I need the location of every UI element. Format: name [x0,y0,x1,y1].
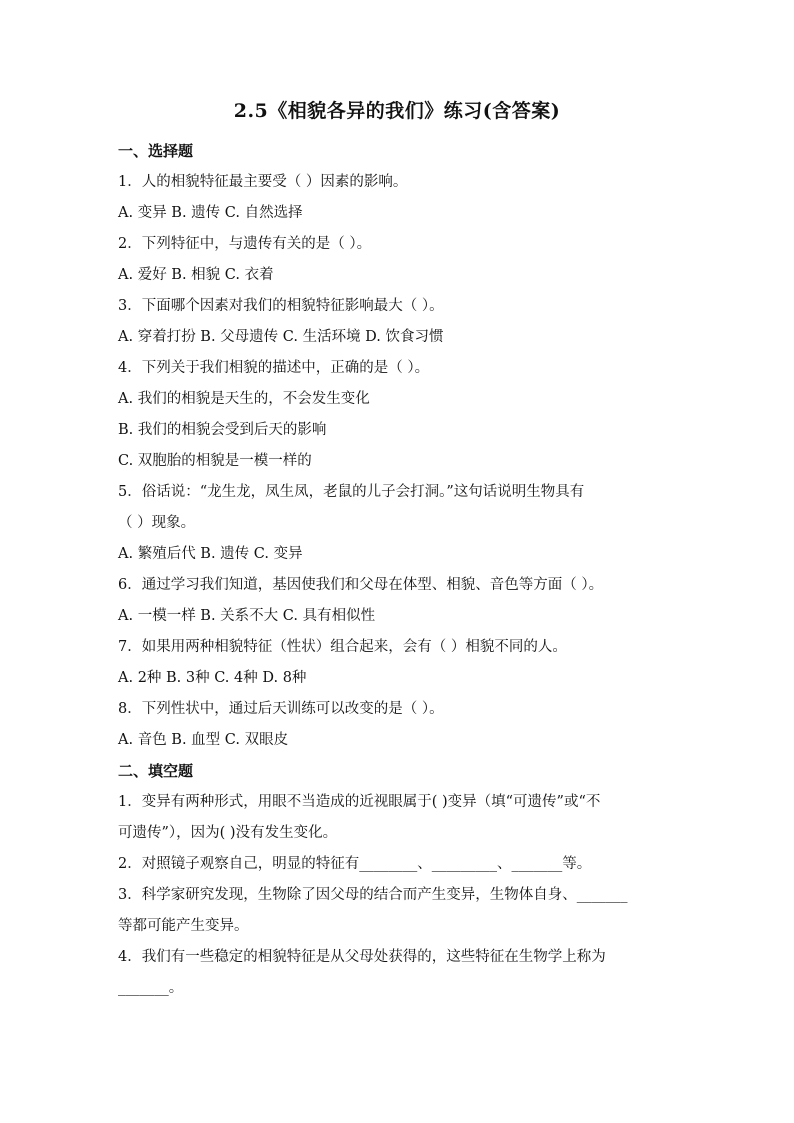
text-line: 2．下列特征中，与遗传有关的是（ ）。 [118,236,372,252]
text-line: 8．下列性状中，通过后天训练可以改变的是（ ）。 [118,701,444,717]
text-line: 7．如果用两种相貌特征（性状）组合起来，会有（ ）相貌不同的人。 [118,639,567,655]
text-line: A. 繁殖后代 B. 遗传 C. 变异 [118,546,303,562]
text-line: 2．对照镜子观察自己，明显的特征有________、_________、_______等。 [118,856,592,872]
text-line: A. 爱好 B. 相貌 C. 衣着 [118,267,274,283]
section-heading-choice: 一、选择题 [118,142,194,160]
text-line: A. 变异 B. 遗传 C. 自然选择 [118,205,303,221]
document-body [118,136,678,1004]
text-line: 3．下面哪个因素对我们的相貌特征影响最大（ ）。 [118,298,444,314]
text-line: 可遗传”），因为( )没有发生变化。 [118,825,338,841]
section-heading-fill: 二、填空题 [118,762,194,780]
text-line: 4．我们有一些稳定的相貌特征是从父母处获得的，这些特征在生物学上称为 [118,949,606,965]
text-line: B. 我们的相貌会受到后天的影响 [118,422,327,438]
text-line: A. 一模一样 B. 关系不大 C. 具有相似性 [118,608,376,624]
text-line: A. 我们的相貌是天生的，不会发生变化 [118,391,370,407]
page-title: 2.5《相貌各异的我们》练习(含答案) [233,100,561,122]
text-line: 等都可能产生变异。 [118,918,249,934]
text-line: _______。 [118,980,184,996]
text-line: A. 2种 B. 3种 C. 4种 D. 8种 [118,670,307,686]
text-line: C. 双胞胎的相貌是一模一样的 [118,453,312,469]
text-line: A. 穿着打扮 B. 父母遗传 C. 生活环境 D. 饮食习惯 [118,329,444,345]
text-line: （ ）现象。 [118,515,196,531]
text-line: A. 音色 B. 血型 C. 双眼皮 [118,732,289,748]
text-line: 4．下列关于我们相貌的描述中，正确的是（ ）。 [118,360,430,376]
text-line: 3．科学家研究发现，生物除了因父母的结合而产生变异，生物体自身、_______ [118,887,628,903]
text-line: 5．俗话说：“龙生龙，凤生凤，老鼠的儿子会打洞。”这句话说明生物具有 [118,484,585,500]
text-line: 6．通过学习我们知道，基因使我们和父母在体型、相貌、音色等方面（ ）。 [118,577,604,593]
text-line: 1．人的相貌特征最主要受（ ）因素的影响。 [118,174,408,190]
text-line: 1．变异有两种形式，用眼不当造成的近视眼属于( )变异（填“可遗传”或“不 [118,794,601,810]
